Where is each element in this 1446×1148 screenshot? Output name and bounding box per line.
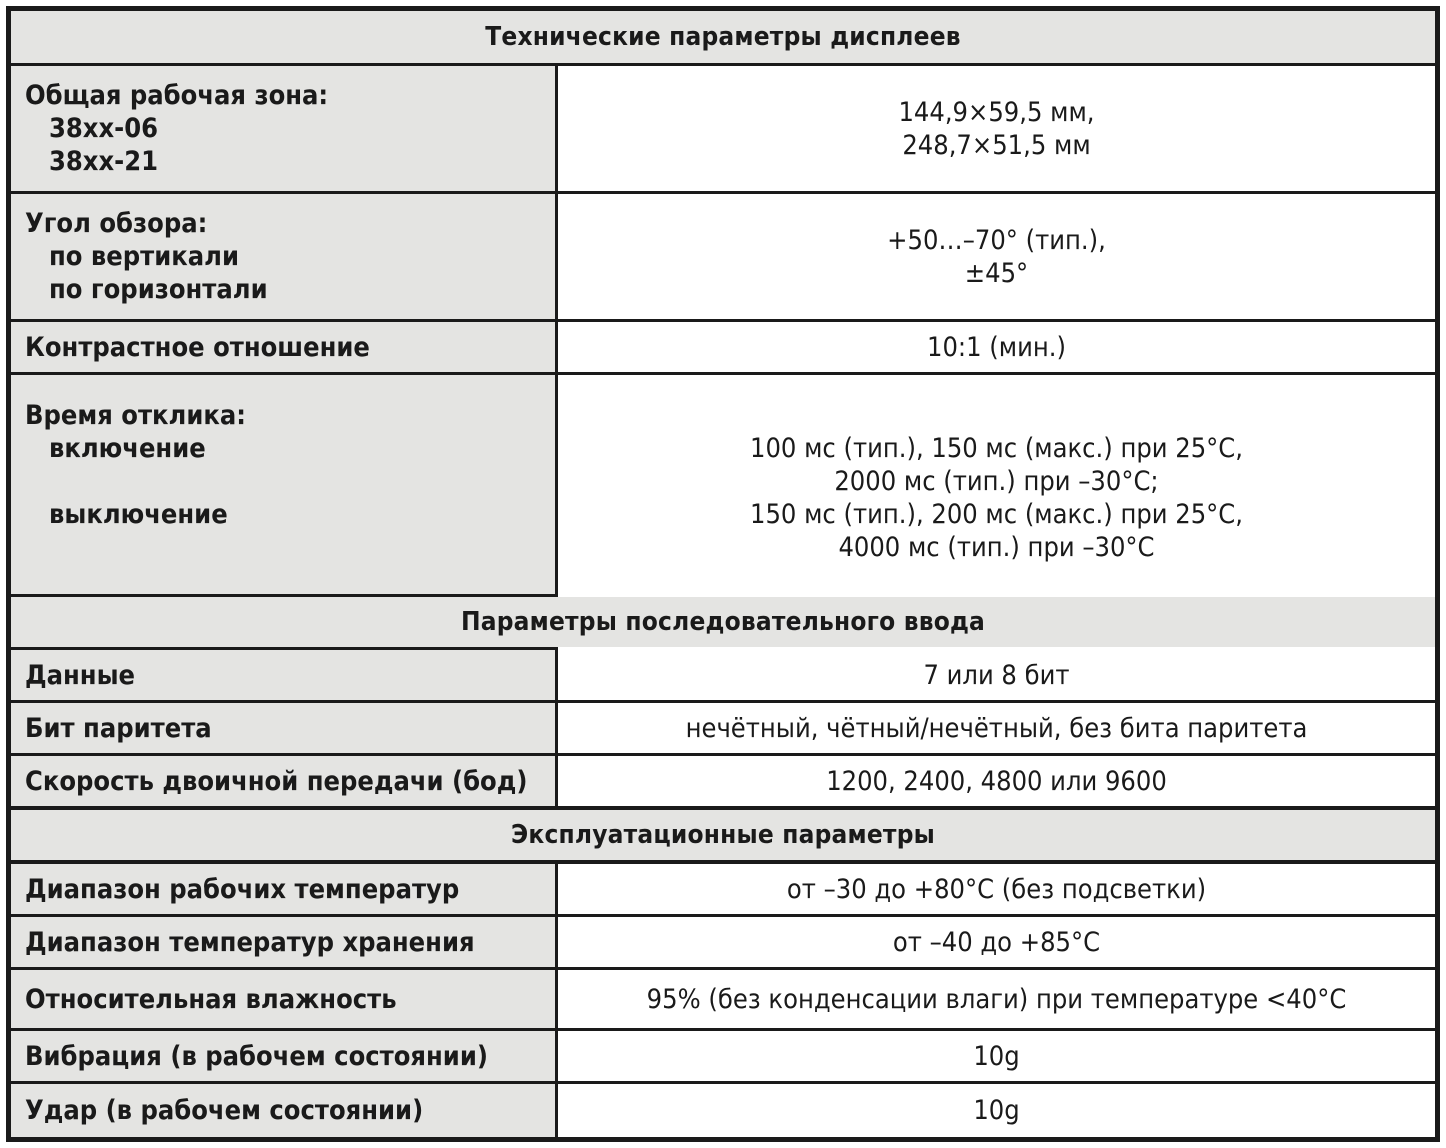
row-value: 10g: [973, 1095, 1020, 1126]
row-value-cell: [558, 703, 1435, 753]
table-row-data: [11, 650, 1435, 700]
row-value: от –40 до +85°C: [892, 926, 1101, 958]
row-sublabel: выключение: [49, 499, 228, 530]
row-label: Общая рабочая зона:: [25, 80, 329, 111]
row-value-cell: [558, 66, 1435, 191]
row-label-cell: [11, 1031, 555, 1081]
spec-table: [6, 6, 1440, 1142]
spacer: [25, 465, 555, 498]
section-header-serial: [11, 597, 1435, 647]
row-value-cell: [558, 194, 1435, 319]
row-label: Данные: [25, 659, 136, 691]
row-value-cell: [558, 1031, 1435, 1081]
section-header-tech: [11, 11, 1435, 63]
table-row-storage-temp: [11, 917, 1435, 967]
row-value: 144,9×59,5 мм,: [898, 96, 1095, 128]
row-label-cell: [11, 864, 555, 914]
row-label: Вибрация (в рабочем состоянии): [25, 1040, 488, 1072]
table-row-baud: [11, 756, 1435, 806]
section-title: Технические параметры дисплеев: [485, 22, 961, 52]
row-value: 1200, 2400, 4800 или 9600: [826, 765, 1167, 797]
row-value: 10:1 (мин.): [927, 331, 1066, 363]
row-value: 150 мс (тип.), 200 мс (макс.) при 25°C,: [750, 499, 1243, 530]
row-value-cell: [558, 917, 1435, 967]
row-value: 248,7×51,5 мм: [902, 129, 1091, 161]
row-label-cell: [11, 375, 555, 594]
row-sublabel: по вертикали: [49, 241, 239, 272]
row-value: 100 мс (тип.), 150 мс (макс.) при 25°C,: [750, 433, 1243, 464]
row-label-cell: [11, 970, 555, 1028]
table-row-contrast: [11, 322, 1435, 372]
row-label-cell: [11, 756, 555, 806]
table-row-view-angle: [11, 194, 1435, 319]
row-sublabel: 38xx-21: [49, 146, 159, 177]
row-label: Контрастное отношение: [25, 331, 370, 363]
row-value-cell: [558, 322, 1435, 372]
row-sublabel: включение: [49, 433, 206, 464]
row-value: нечётный, чётный/нечётный, без бита паритета: [685, 712, 1308, 744]
row-value: +50…–70° (тип.),: [887, 224, 1106, 256]
row-label-cell: [11, 66, 555, 191]
table-row-response: [11, 375, 1435, 594]
row-label-cell: [11, 917, 555, 967]
row-label-cell: [11, 194, 555, 319]
row-value: 10g: [973, 1040, 1020, 1072]
row-label-cell: [11, 322, 555, 372]
row-value: от –30 до +80°C (без подсветки): [786, 873, 1207, 905]
table-row-op-temp: [11, 864, 1435, 914]
section-title: Параметры последовательного ввода: [460, 607, 986, 637]
row-label: Скорость двоичной передачи (бод): [25, 765, 528, 797]
row-label: Относительная влажность: [25, 983, 397, 1015]
row-value-cell: [558, 864, 1435, 914]
row-label: Диапазон рабочих температур: [25, 873, 460, 905]
row-value-cell: [558, 970, 1435, 1028]
row-label: Диапазон температур хранения: [25, 926, 475, 958]
row-value: 2000 мс (тип.) при –30°C;: [834, 466, 1159, 497]
row-value: 7 или 8 бит: [923, 659, 1070, 691]
row-value-cell: [558, 756, 1435, 806]
row-label-cell: [11, 1084, 555, 1137]
row-value-cell: [558, 650, 1435, 700]
row-label-cell: [11, 703, 555, 753]
section-header-operating: [11, 810, 1435, 860]
table-row-shock: [11, 1084, 1435, 1137]
row-value: ±45°: [964, 257, 1029, 289]
row-label-cell: [11, 650, 555, 700]
table-row-humidity: [11, 970, 1435, 1028]
section-title: Эксплуатационные параметры: [511, 820, 935, 850]
table-row-parity: [11, 703, 1435, 753]
row-sublabel: 38xx-06: [49, 113, 159, 144]
row-value: 4000 мс (тип.) при –30°C: [838, 532, 1155, 563]
row-label: Удар (в рабочем состоянии): [25, 1095, 424, 1126]
table-row-work-area: [11, 66, 1435, 191]
row-value-cell: [558, 1084, 1435, 1137]
row-label: Время отклика:: [25, 400, 246, 431]
table-row-vibration: [11, 1031, 1435, 1081]
row-label: Угол обзора:: [25, 208, 208, 239]
row-sublabel: по горизонтали: [49, 274, 268, 305]
row-label: Бит паритета: [25, 712, 212, 744]
row-value: 95% (без конденсации влаги) при температуре <40°C: [646, 983, 1347, 1015]
